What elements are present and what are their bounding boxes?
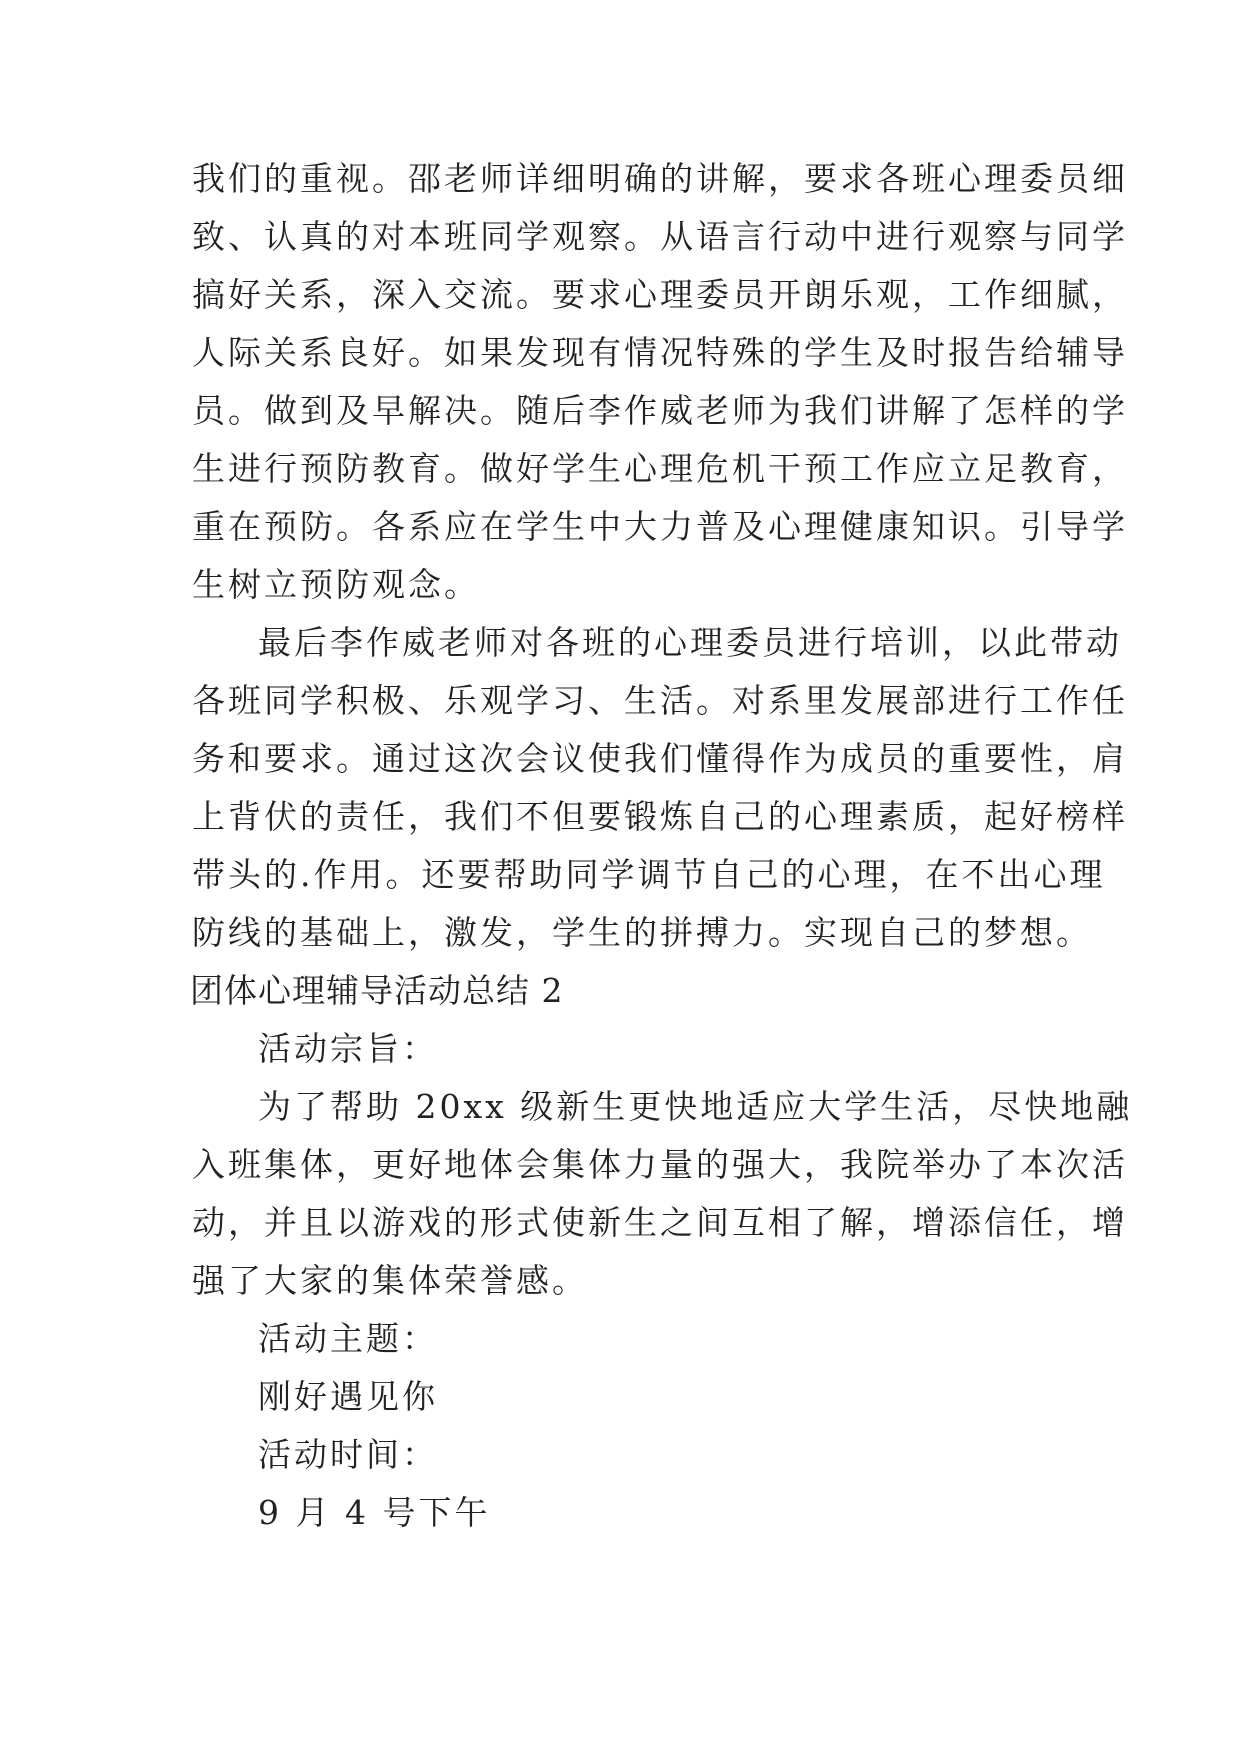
text-line: 人际关系良好。如果发现有情况特殊的学生及时报告给辅导 [192, 333, 1128, 372]
paragraph-1 [192, 150, 1128, 614]
purpose-paragraph [192, 1078, 1133, 1310]
text-line: 生树立预防观念。 [192, 565, 480, 604]
text-line: 我们的重视。邵老师详细明确的讲解，要求各班心理委员细 [192, 159, 1128, 198]
text-line: 员。做到及早解决。随后李作威老师为我们讲解了怎样的学 [192, 391, 1128, 430]
theme-value: 刚好遇见你 [258, 1377, 438, 1416]
text-line: 为了帮助 20xx 级新生更快地适应大学生活，尽快地融 [258, 1087, 1133, 1126]
text-line: 务和要求。通过这次会议使我们懂得作为成员的重要性，肩 [192, 739, 1128, 778]
purpose-label: 活动宗旨： [258, 1029, 438, 1068]
text-line: 重在预防。各系应在学生中大力普及心理健康知识。引导学 [192, 507, 1128, 546]
time-value: 9 月 4 号下午 [258, 1493, 491, 1532]
time-label: 活动时间： [258, 1435, 438, 1474]
text-line: 最后李作威老师对各班的心理委员进行培训，以此带动 [258, 623, 1122, 662]
document-body [190, 150, 1133, 1542]
text-line: 致、认真的对本班同学观察。从语言行动中进行观察与同学 [192, 217, 1128, 256]
text-line: 动，并且以游戏的形式使新生之间互相了解，增添信任，增 [192, 1203, 1128, 1242]
text-line: 上背伏的责任，我们不但要锻炼自己的心理素质，起好榜样 [192, 797, 1128, 836]
text-line: 搞好关系，深入交流。要求心理委员开朗乐观，工作细腻， [192, 275, 1128, 314]
section-title: 团体心理辅导活动总结 2 [190, 971, 564, 1010]
paragraph-2 [192, 614, 1128, 962]
text-line: 带头的.作用。还要帮助同学调节自己的心理，在不出心理 [192, 855, 1106, 894]
text-line: 生进行预防教育。做好学生心理危机干预工作应立足教育， [192, 449, 1128, 488]
text-line: 各班同学积极、乐观学习、生活。对系里发展部进行工作任 [192, 681, 1128, 720]
text-line: 入班集体，更好地体会集体力量的强大，我院举办了本次活 [192, 1145, 1128, 1184]
text-line: 防线的基础上，激发，学生的拼搏力。实现自己的梦想。 [192, 913, 1092, 952]
text-line: 强了大家的集体荣誉感。 [192, 1261, 588, 1300]
theme-label: 活动主题： [258, 1319, 438, 1358]
